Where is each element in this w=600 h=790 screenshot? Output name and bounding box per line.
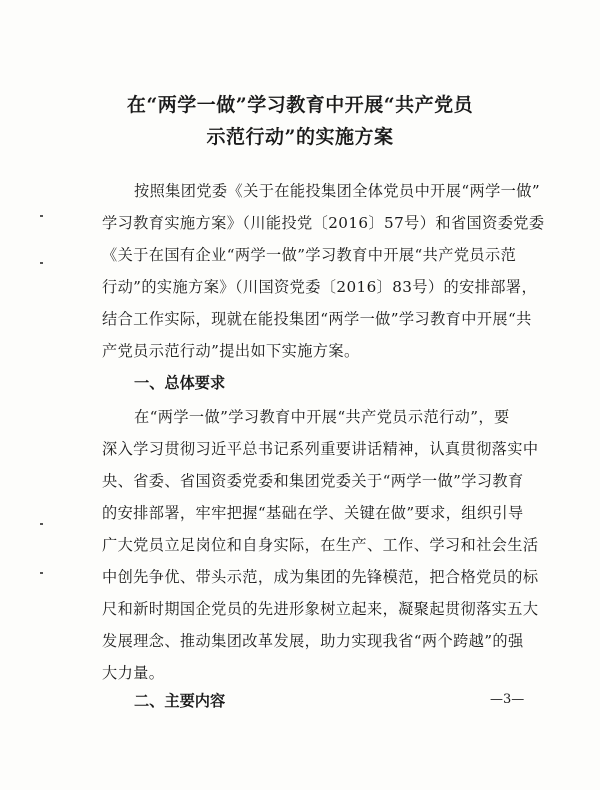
intro-line: 按照集团党委《关于在能投集团全体党员中开展“两学一做” bbox=[134, 182, 541, 200]
document-title-line-1: 在“两学一做”学习教育中开展“共产党员 bbox=[126, 94, 474, 116]
section-heading: 二、主要内容 bbox=[134, 692, 226, 710]
body-line: 发展理念、推动集团改革发展，助力实现我省“两个跨越”的强 bbox=[102, 632, 524, 650]
body-line: 广大党员立足岗位和自身实际，在生产、工作、学习和社会生活 bbox=[102, 536, 539, 554]
scan-margin-mark bbox=[40, 215, 43, 217]
intro-line: 《关于在国有企业“两学一做”学习教育中开展“共产党员示范 bbox=[102, 246, 517, 264]
document-title-line-2: 示范行动”的实施方案 bbox=[206, 126, 394, 148]
section-heading: 一、总体要求 bbox=[134, 374, 226, 392]
intro-line: 学习教育实施方案》（川能投党〔2016〕57号）和省国资委党委 bbox=[102, 214, 545, 232]
scan-margin-mark bbox=[40, 572, 43, 574]
page-number: —3— bbox=[490, 692, 525, 707]
intro-line: 行动”的实施方案》（川国资党委〔2016〕83号）的安排部署， bbox=[102, 278, 538, 296]
body-line: 深入学习贯彻习近平总书记系列重要讲话精神，认真贯彻落实中 bbox=[102, 440, 539, 458]
intro-line: 结合工作实际，现就在能投集团“两学一做”学习教育中开展“共 bbox=[102, 310, 532, 328]
scan-margin-mark bbox=[40, 523, 43, 525]
body-line: 的安排部署，牢牢把握“基础在学、关键在做”要求，组织引导 bbox=[102, 504, 524, 522]
body-line: 大力量。 bbox=[102, 664, 165, 682]
body-line: 中创先争优、带头示范，成为集团的先锋模范，把合格党员的标 bbox=[102, 568, 539, 586]
body-line: 在“两学一做”学习教育中开展“共产党员示范行动”，要 bbox=[134, 408, 510, 426]
body-line: 尺和新时期国企党员的先进形象树立起来，凝聚起贯彻落实五大 bbox=[102, 600, 539, 618]
body-line: 央、省委、省国资委党委和集团党委关于“两学一做”学习教育 bbox=[102, 472, 524, 490]
intro-line: 产党员示范行动”提出如下实施方案。 bbox=[102, 342, 360, 360]
scan-margin-mark bbox=[40, 262, 43, 264]
